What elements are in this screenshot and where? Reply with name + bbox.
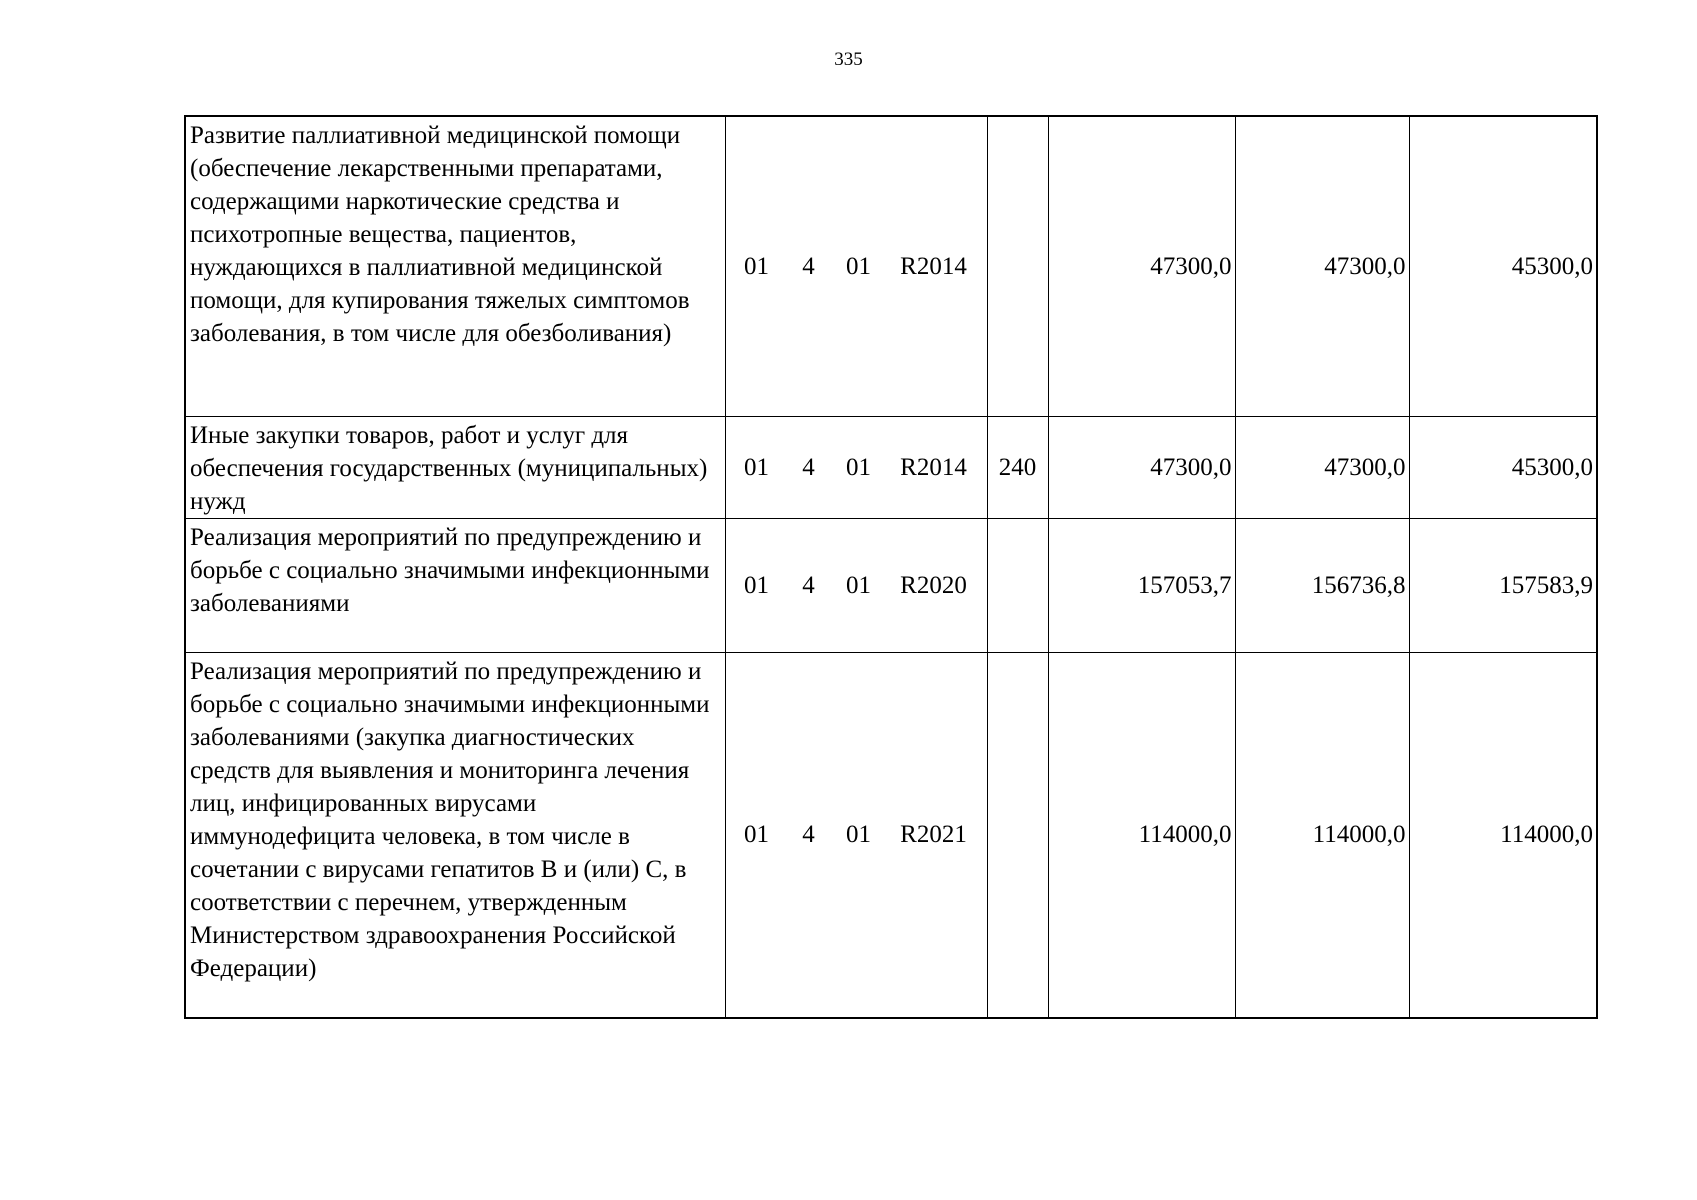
code-part: 01 <box>744 571 769 599</box>
program-code <box>725 416 987 518</box>
code-part: 01 <box>846 453 871 481</box>
expense-type <box>987 116 1048 416</box>
code-part: 01 <box>744 821 769 849</box>
page-number: 335 <box>834 49 863 70</box>
table-row <box>185 518 1597 652</box>
expense-type: 240 <box>987 416 1048 518</box>
row-description: Реализация мероприятий по предупреждению и борьбе с социально значимыми инфекционными заболеваниями <box>185 518 725 652</box>
amount-year-2: 114000,0 <box>1235 652 1409 1018</box>
code-part: 01 <box>846 571 871 599</box>
table-row <box>185 416 1597 518</box>
amount-year-2: 47300,0 <box>1235 116 1409 416</box>
code-part: R2014 <box>900 453 967 481</box>
amount-year-1: 114000,0 <box>1048 652 1235 1018</box>
code-part: 01 <box>846 252 871 280</box>
code-part: 4 <box>802 571 815 599</box>
table-row <box>185 652 1597 1018</box>
budget-table <box>184 115 1598 1019</box>
amount-year-2: 47300,0 <box>1235 416 1409 518</box>
code-part: R2014 <box>900 252 967 280</box>
row-description: Реализация мероприятий по предупреждению и борьбе с социально значимыми инфекционными заболеваниями (закупка диагностических средств для выявления и мониторинга лечения лиц, инфицированных вирусами иммунодефицита человека, в том числе в сочетании с вирусами гепатитов B и (или) C, в соответствии с перечнем, утвержденным Министерством здравоохранения Российской Федерации) <box>185 652 725 1018</box>
code-part: R2021 <box>900 821 967 849</box>
amount-year-2: 156736,8 <box>1235 518 1409 652</box>
expense-type <box>987 518 1048 652</box>
program-code <box>725 652 987 1018</box>
code-part: 01 <box>744 252 769 280</box>
amount-year-3: 157583,9 <box>1409 518 1597 652</box>
code-part: 01 <box>846 821 871 849</box>
amount-year-1: 47300,0 <box>1048 416 1235 518</box>
amount-year-3: 114000,0 <box>1409 652 1597 1018</box>
row-description: Иные закупки товаров, работ и услуг для обеспечения государственных (муниципальных) нужд <box>185 416 725 518</box>
row-description: Развитие паллиативной медицинской помощи (обеспечение лекарственными препаратами, содержащими наркотические средства и психотропные вещества, пациентов, нуждающихся в паллиативной медицинской помощи, для купирования тяжелых симптомов заболевания, в том числе для обезболивания) <box>185 116 725 416</box>
code-part: 4 <box>802 821 815 849</box>
code-part: R2020 <box>900 571 967 599</box>
amount-year-3: 45300,0 <box>1409 416 1597 518</box>
amount-year-1: 157053,7 <box>1048 518 1235 652</box>
table-row <box>185 116 1597 416</box>
program-code <box>725 116 987 416</box>
expense-type <box>987 652 1048 1018</box>
program-code <box>725 518 987 652</box>
code-part: 4 <box>802 453 815 481</box>
amount-year-1: 47300,0 <box>1048 116 1235 416</box>
amount-year-3: 45300,0 <box>1409 116 1597 416</box>
code-part: 01 <box>744 453 769 481</box>
code-part: 4 <box>802 252 815 280</box>
